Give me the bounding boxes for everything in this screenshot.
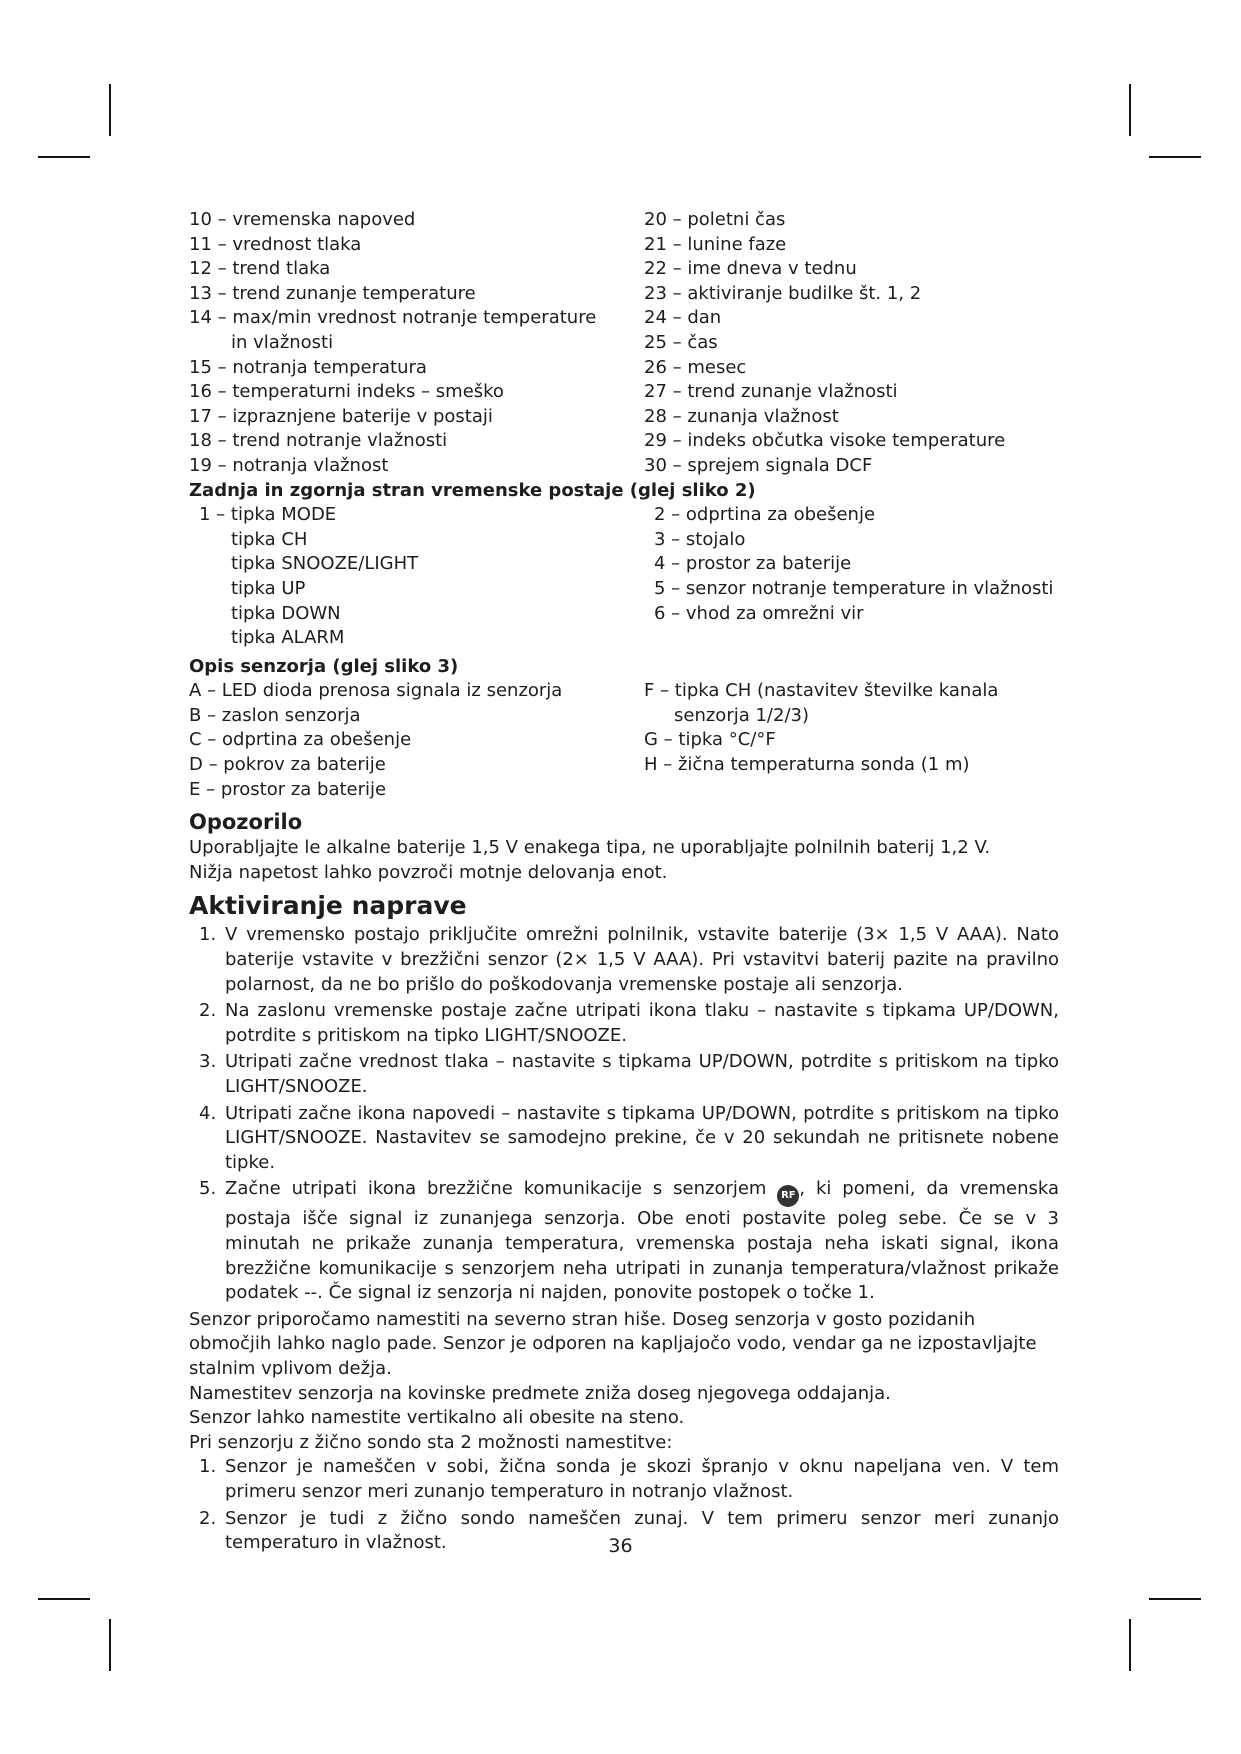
step-number: 1. <box>199 924 217 946</box>
step-text: V vremensko postajo priključite omrežni polnilnik, vstavite baterije (3× 1,5 V AAA). Nato baterije vstavite v brezžični senzor (2× 1,5 V AAA). Pri vstavitvi baterij pazite na pravilno polarnost, da ne bo prišlo do poškodovanja vremenske postaje ali senzorja. <box>225 924 1059 995</box>
legend-item: 24 – dan <box>644 307 722 329</box>
legend-item: 27 – trend zunanje vlažnosti <box>644 381 898 403</box>
back-item: 6 – vhod za omrežni vir <box>654 602 864 624</box>
step-number: 5. <box>199 1178 217 1200</box>
sensor-item: D – pokrov za baterije <box>189 754 386 776</box>
sensor-item: A – LED dioda prenosa signala iz senzorja <box>189 680 563 702</box>
back-item: tipka UP <box>231 577 306 599</box>
sensor-item: F – tipka CH (nastavitev številke kanala <box>644 680 999 702</box>
legend-item: 17 – izpraznjene baterije v postaji <box>189 405 493 427</box>
back-item: tipka SNOOZE/LIGHT <box>231 553 419 575</box>
step-text: Utripati začne ikona napovedi – nastavite s tipkama UP/DOWN, potrdite s pritiskom na tipko LIGHT/SNOOZE. Nastavitev se samodejno prekine, če v 20 sekundah ne pritisnete nobene tipke. <box>225 1102 1059 1173</box>
sensor-heading: Opis senzorja (glej sliko 3) <box>189 655 459 677</box>
placement-paragraph: Senzor priporočamo namestiti na severno stran hiše. Doseg senzorja v gosto pozidanih območjih lahko naglo pade. Senzor je odporen na kapljajočo vodo, vendar ga ne izpostavljajte stalnim vplivom dežja. <box>189 1308 1037 1379</box>
crop-mark-tl-v <box>109 84 111 136</box>
crop-mark-br-h <box>1149 1598 1201 1600</box>
legend-left-column <box>189 208 644 479</box>
legend-item: 29 – indeks občutka visoke temperature <box>644 430 1006 452</box>
back-item: tipka CH <box>231 528 308 550</box>
step-number: 2. <box>199 1000 217 1022</box>
sensor-left-column <box>189 679 644 802</box>
back-item: 3 – stojalo <box>654 528 746 550</box>
warning-line: Uporabljajte le alkalne baterije 1,5 V enakega tipa, ne uporabljajte polnilnih baterij 1,2 V. <box>189 837 991 859</box>
sensor-item: H – žična temperaturna sonda (1 m) <box>644 754 970 776</box>
crop-mark-tr-v <box>1129 84 1131 136</box>
sensor-item: G – tipka °C/°F <box>644 729 776 751</box>
legend-item: 16 – temperaturni indeks – smeško <box>189 381 504 403</box>
legend-item: 12 – trend tlaka <box>189 258 331 280</box>
step-number: 3. <box>199 1051 217 1073</box>
legend-item: 18 – trend notranje vlažnosti <box>189 430 448 452</box>
list-item <box>189 1455 1059 1504</box>
placement-paragraph: Pri senzorju z žično sondo sta 2 možnosti namestitve: <box>189 1431 673 1453</box>
warning-heading: Opozorilo <box>189 810 303 835</box>
list-item <box>189 1102 1059 1176</box>
sensor-item: C – odprtina za obešenje <box>189 729 412 751</box>
legend-item: 28 – zunanja vlažnost <box>644 405 839 427</box>
step-number: 4. <box>199 1102 217 1124</box>
legend-item: 23 – aktiviranje budilke št. 1, 2 <box>644 282 922 304</box>
crop-mark-tl-h <box>38 156 90 158</box>
display-legend <box>189 208 1059 479</box>
page-content <box>189 208 1059 1558</box>
back-item: tipka DOWN <box>231 602 341 624</box>
back-side-list <box>189 503 1059 651</box>
back-item: 5 – senzor notranje temperature in vlažnosti <box>654 577 1054 599</box>
activation-steps <box>189 923 1059 1305</box>
legend-item: 26 – mesec <box>644 356 747 378</box>
legend-item: 10 – vremenska napoved <box>189 209 416 230</box>
crop-mark-tr-h <box>1149 156 1201 158</box>
legend-item-continuation: in vlažnosti <box>231 331 334 353</box>
sensor-right-column <box>644 679 1059 802</box>
option-number: 2. <box>199 1507 217 1529</box>
placement-paragraph: Namestitev senzorja na kovinske predmete zniža doseg njegovega oddajanja. <box>189 1382 891 1404</box>
list-item <box>189 923 1059 997</box>
crop-mark-bl-h <box>38 1598 90 1600</box>
warning-line: Nižja napetost lahko povzroči motnje delovanja enot. <box>189 861 668 883</box>
step-text: Na zaslonu vremenske postaje začne utripati ikona tlaku – nastavite s tipkama UP/DOWN, potrdite s pritiskom na tipko LIGHT/SNOOZE. <box>225 1000 1059 1046</box>
legend-right-column <box>644 208 1059 479</box>
crop-mark-bl-v <box>109 1619 111 1671</box>
page-number: 36 <box>608 1535 633 1557</box>
list-item <box>189 1050 1059 1099</box>
sensor-item: B – zaslon senzorja <box>189 704 361 726</box>
back-item: 2 – odprtina za obešenje <box>654 504 876 526</box>
legend-item: 11 – vrednost tlaka <box>189 233 362 255</box>
option-text: Senzor je nameščen v sobi, žična sonda je skozi špranjo v oknu napeljana ven. V tem primeru senzor meri zunanjo temperaturo in notranjo vlažnost. <box>225 1456 1059 1502</box>
back-item: 4 – prostor za baterije <box>654 553 852 575</box>
activation-heading: Aktiviranje naprave <box>189 891 467 921</box>
sensor-item-continuation: senzorja 1/2/3) <box>674 704 809 726</box>
legend-item: 25 – čas <box>644 331 718 353</box>
legend-item: 22 – ime dneva v tednu <box>644 258 857 280</box>
legend-item: 21 – lunine faze <box>644 233 787 255</box>
back-right-column <box>644 503 1059 651</box>
back-left-column <box>189 503 644 651</box>
step-text: Začne utripati ikona brezžične komunikacije s senzorjem <box>225 1178 767 1200</box>
option-number: 1. <box>199 1456 217 1478</box>
list-item <box>189 1177 1059 1305</box>
option-text: Senzor je tudi z žično sondo nameščen zunaj. V tem primeru senzor meri zunanjo temperaturo in vlažnost. <box>225 1507 1059 1554</box>
legend-item: 13 – trend zunanje temperature <box>189 282 476 304</box>
legend-item: 14 – max/min vrednost notranje temperature <box>189 307 597 329</box>
legend-item: 30 – sprejem signala DCF <box>644 454 873 476</box>
legend-item: 15 – notranja temperatura <box>189 356 427 378</box>
placement-paragraph: Senzor lahko namestite vertikalno ali obesite na steno. <box>189 1407 685 1429</box>
sensor-list <box>189 679 1059 802</box>
list-item <box>189 999 1059 1048</box>
step-text: Utripati začne vrednost tlaka – nastavite s tipkama UP/DOWN, potrdite s pritiskom na tipko LIGHT/SNOOZE. <box>225 1051 1059 1097</box>
legend-item: 20 – poletni čas <box>644 209 786 230</box>
back-item: tipka ALARM <box>231 627 345 649</box>
sensor-item: E – prostor za baterije <box>189 778 387 800</box>
step-text: , ki pomeni, da vremenska postaja išče signal iz zunanjega senzorja. Obe enoti postavite poleg sebe. Če se v 3 minutah ne prikaže zunanja temperatura, vremenska postaja neha iskati signal, ikona brezžične komunikacije s senzorjem neha utripati in zunanja temperatura/vlažnost prikaže podatek --. Če signal iz senzorja ni najden, ponovite postopek o točke 1. <box>225 1178 1059 1304</box>
back-item: 1 – tipka MODE <box>199 504 337 526</box>
back-side-heading: Zadnja in zgornja stran vremenske postaje (glej sliko 2) <box>189 479 756 501</box>
legend-item: 19 – notranja vlažnost <box>189 454 389 476</box>
wireless-signal-icon: RF <box>777 1185 799 1207</box>
crop-mark-br-v <box>1129 1619 1131 1671</box>
